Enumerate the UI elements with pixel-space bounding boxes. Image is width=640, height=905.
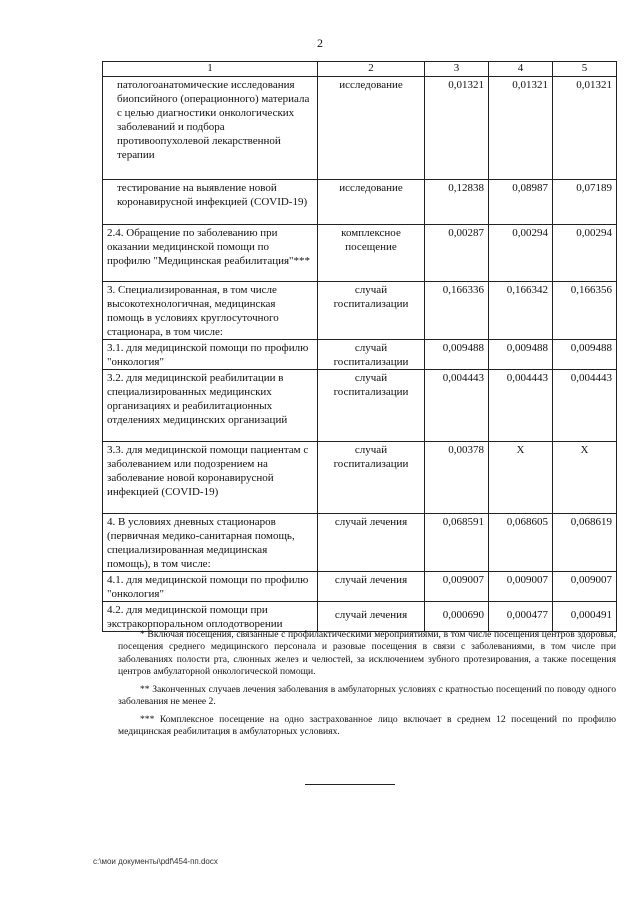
value-col-4: 0,068605 [489, 514, 553, 572]
column-number-3: 3 [425, 62, 489, 77]
value-col-3: 0,00287 [425, 225, 489, 282]
table-header-row [103, 62, 617, 77]
value-col-3: 0,166336 [425, 282, 489, 340]
table-row [103, 77, 617, 180]
table-row [103, 370, 617, 442]
value-col-5: 0,07189 [553, 180, 617, 225]
value-col-5: 0,00294 [553, 225, 617, 282]
value-col-5: Х [553, 442, 617, 514]
table-row [103, 340, 617, 370]
value-col-4: 0,009488 [489, 340, 553, 370]
table-row [103, 180, 617, 225]
row-label: 3.2. для медицинской реабилитации в специализированных медицинских организациях и реабилитационных отделениях медицинских организаций [103, 370, 318, 442]
row-unit: случай госпитализации [318, 370, 425, 442]
footnote-1-text: * Включая посещения, связанные с профилактическими мероприятиями, в том числе посещения центров здоровья, посещения среднего медицинского персонала и разовые посещения в связи с заболеваниями, в том числе при заболеваниях полости рта, слюнных желез и челюстей, за исключением зубного протезирования, а также посещения центров амбулаторной онкологической помощи. [118, 629, 616, 677]
table-row [103, 572, 617, 602]
row-unit: случай госпитализации [318, 340, 425, 370]
row-unit: случай лечения [318, 514, 425, 572]
footnote-3-text: *** Комплексное посещение на одно застрахованное лицо включает в среднем 12 посещений по профилю медицинская реабилитация в амбулаторных условиях. [118, 714, 616, 738]
row-label: тестирование на выявление новой коронавирусной инфекцией (COVID-19) [103, 180, 318, 225]
row-unit: исследование [318, 180, 425, 225]
value-col-3: 0,009488 [425, 340, 489, 370]
row-label: 4.1. для медицинской помощи по профилю "онкология" [103, 572, 318, 602]
value-col-4: 0,009007 [489, 572, 553, 602]
value-col-3: 0,01321 [425, 77, 489, 180]
row-unit: случай госпитализации [318, 282, 425, 340]
row-unit: исследование [318, 77, 425, 180]
row-label: 3.1. для медицинской помощи по профилю "онкология" [103, 340, 318, 370]
footnote-2-text: ** Законченных случаев лечения заболевания в амбулаторных условиях с кратностью посещений по поводу одного заболевания не менее 2. [118, 684, 616, 708]
value-col-4: 0,00294 [489, 225, 553, 282]
footnote-3 [118, 714, 616, 739]
table-row [103, 514, 617, 572]
column-number-2: 2 [318, 62, 425, 77]
value-col-5: 0,01321 [553, 77, 617, 180]
value-col-4: 0,08987 [489, 180, 553, 225]
footer-file-path: c:\мои документы\pdf\454-пп.docx [93, 857, 218, 866]
row-unit: случай лечения [318, 572, 425, 602]
table-row [103, 602, 617, 632]
value-col-4: 0,166342 [489, 282, 553, 340]
data-table [102, 61, 617, 632]
value-col-5: 0,068619 [553, 514, 617, 572]
row-label: 2.4. Обращение по заболеванию при оказании медицинской помощи по профилю "Медицинская реабилитация"*** [103, 225, 318, 282]
value-col-3: 0,12838 [425, 180, 489, 225]
value-col-4: 0,000477 [489, 602, 553, 632]
column-number-4: 4 [489, 62, 553, 77]
value-col-3: 0,068591 [425, 514, 489, 572]
value-col-4: 0,01321 [489, 77, 553, 180]
value-col-3: 0,00378 [425, 442, 489, 514]
footnote-2 [118, 684, 616, 709]
value-col-3: 0,004443 [425, 370, 489, 442]
page-number: 2 [317, 36, 323, 50]
value-col-4: 0,004443 [489, 370, 553, 442]
row-unit: комплексное посещение [318, 225, 425, 282]
row-unit: случай лечения [318, 602, 425, 632]
column-number-5: 5 [553, 62, 617, 77]
value-col-5: 0,009007 [553, 572, 617, 602]
table-row [103, 225, 617, 282]
value-col-5: 0,166356 [553, 282, 617, 340]
column-number-1: 1 [103, 62, 318, 77]
table-row [103, 442, 617, 514]
value-col-3: 0,009007 [425, 572, 489, 602]
footnote-1 [118, 629, 616, 678]
value-col-4: Х [489, 442, 553, 514]
value-col-5: 0,004443 [553, 370, 617, 442]
row-label: 4.2. для медицинской помощи при экстракорпоральном оплодотворении [103, 602, 318, 632]
table-row [103, 282, 617, 340]
separator-line [305, 784, 395, 785]
row-unit: случай госпитализации [318, 442, 425, 514]
row-label: патологоанатомические исследования биопсийного (операционного) материала с целью диагностики онкологических заболеваний и подбора противоопухолевой лекарственной терапии [103, 77, 318, 180]
row-label: 4. В условиях дневных стационаров (первичная медико-санитарная помощь, специализированная медицинская помощь), в том числе: [103, 514, 318, 572]
value-col-3: 0,000690 [425, 602, 489, 632]
row-label: 3. Специализированная, в том числе высокотехнологичная, медицинская помощь в условиях круглосуточного стационара, в том числе: [103, 282, 318, 340]
value-col-5: 0,000491 [553, 602, 617, 632]
value-col-5: 0,009488 [553, 340, 617, 370]
row-label: 3.3. для медицинской помощи пациентам с заболеванием или подозрением на заболевание новой коронавирусной инфекцией (COVID-19) [103, 442, 318, 514]
